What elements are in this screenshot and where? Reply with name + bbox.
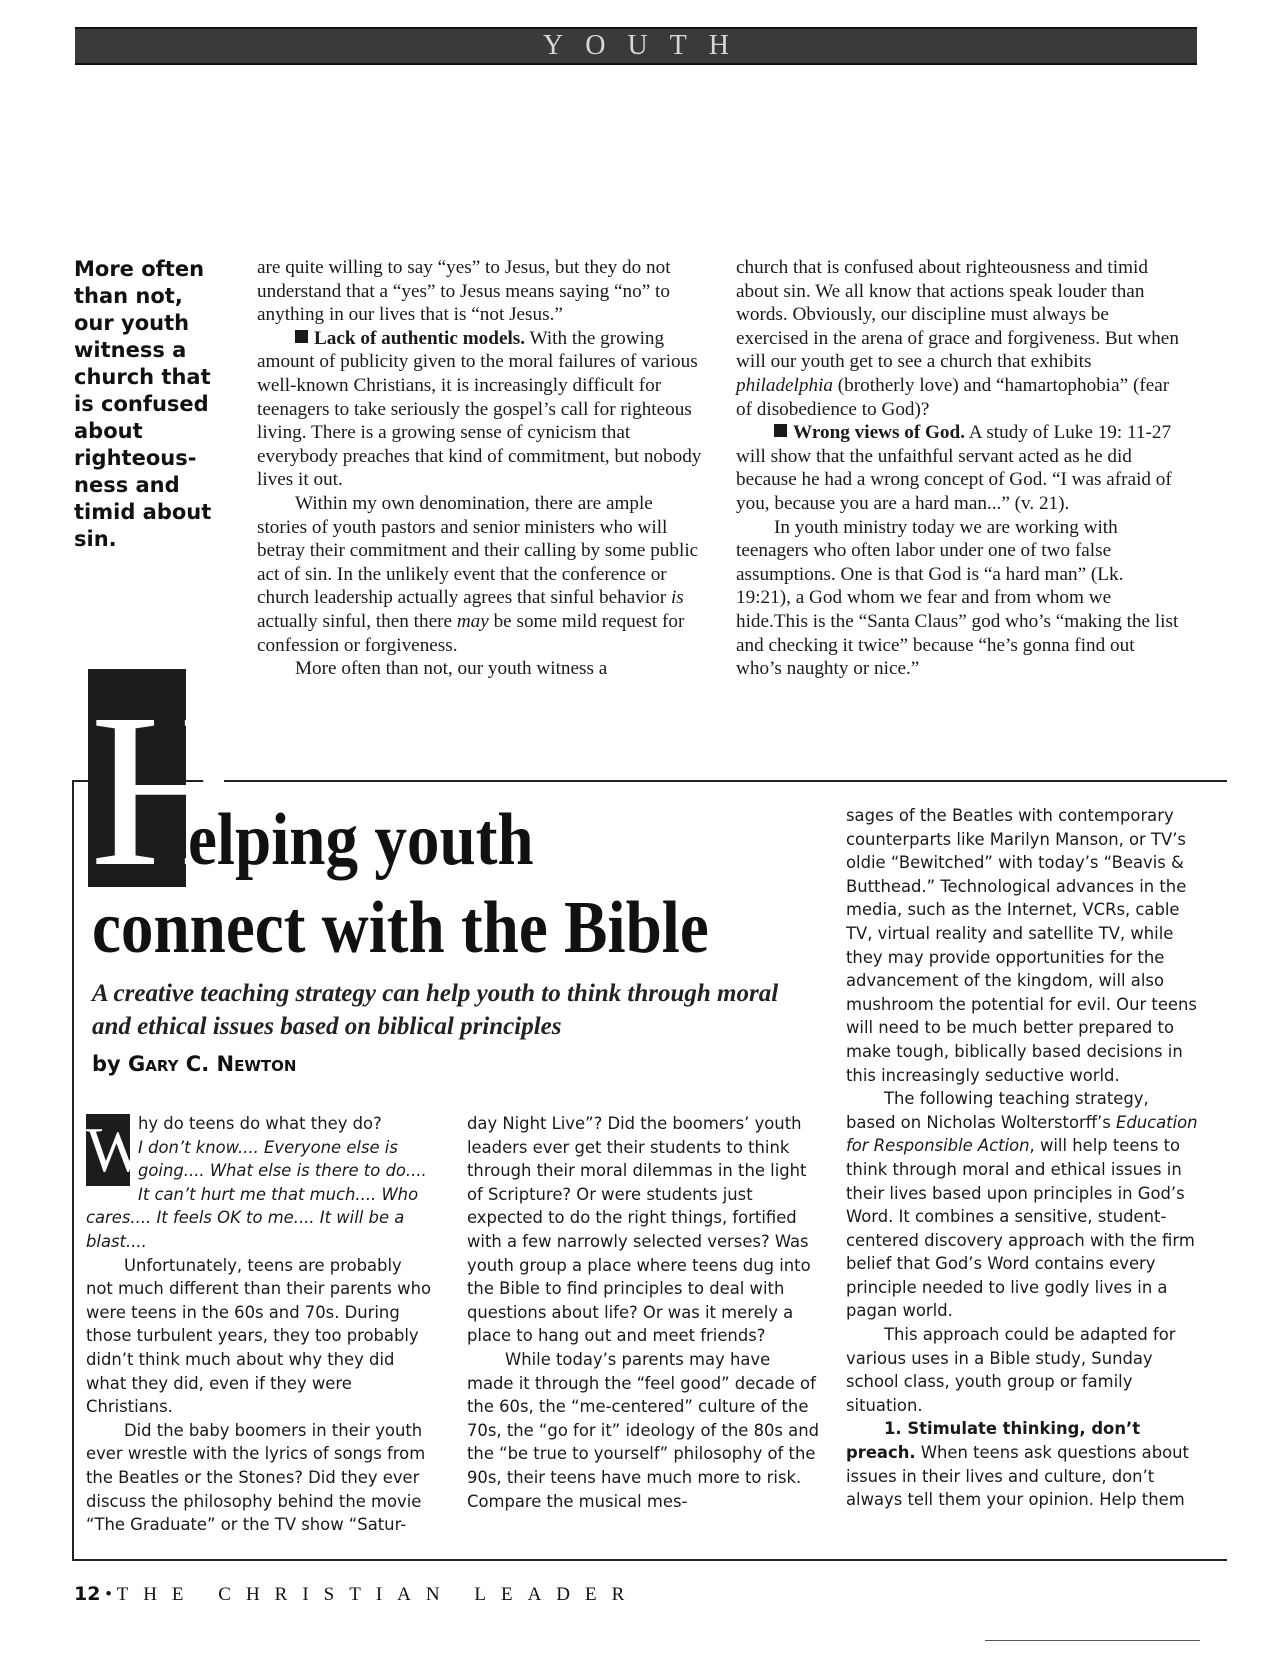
section-banner-label: YOUTH (543, 30, 751, 61)
article-column-1 (86, 1112, 431, 1537)
paragraph-text: A study of Luke 19: 11-27 will show that the unfaithful servant acted as he did because he had a wrong concept of God. “I was afraid of you, because you are a hard man...” (v. 21). (736, 422, 1172, 514)
article-box-bottom-rule (72, 1559, 1227, 1561)
paragraph-text: With the growing amount of publicity given to the moral failures of various well-known Christians, it is increasingly difficult for teenagers to take seriously the gospel’s call for righteous living. There is a growing sense of cynicism that everybody preaches that kind of commitment, but nobody lives it out. (257, 327, 702, 491)
paragraph (736, 421, 1181, 515)
page-footer (74, 1583, 639, 1606)
paragraph-text: When teens ask questions about issues in their lives and culture, don’t always tell them your opinion. Help them (846, 1443, 1189, 1510)
headline-line-1: elping youth (188, 799, 534, 881)
paragraph-text: The following teaching strategy, based on Nicholas Wolterstorff’s (846, 1089, 1149, 1132)
subhead: Wrong views of God. (793, 422, 965, 444)
paragraph-text: , will help teens to think through moral and ethical issues in their lives based upon principles in God’s Word. It combines a sensitive, student-centered discovery approach with the firm belief that God’s Word contains every principle needed to live godly lives in a pagan world. (846, 1136, 1195, 1321)
footer-separator: • (105, 1584, 112, 1605)
paragraph: are quite willing to say “yes” to Jesus, but they do not understand that a “yes” to Jesus means saying “no” to anything in our lives that is “not Jesus.” (257, 257, 671, 326)
byline (92, 1052, 296, 1076)
paragraph-text: be some mild request for confession or forgiveness. (257, 610, 685, 656)
emphasis: may (456, 610, 489, 632)
headline-initial: H (90, 668, 249, 912)
article-deck: A creative teaching strategy can help youth to think through moral and ethical issues based on biblical principles (92, 980, 779, 1040)
paragraph-text: actually sinful, then there (257, 610, 457, 632)
footer-rule (985, 1640, 1200, 1641)
article-box-left-rule (72, 780, 74, 1560)
subhead: Lack of authentic models. (314, 327, 526, 349)
article-column-3 (846, 804, 1198, 1512)
square-bullet-icon (295, 330, 308, 343)
paragraph: In youth ministry today we are working with teenagers who often labor under one of two false assumptions. One is that God is “a hard man” (Lk. 19:21), a God whom we fear and from whom we hide.This is the “Santa Claus” god who’s “making the list and checking it twice” because “he’s gonna find out who’s naughty or nice.” (736, 516, 1179, 680)
paragraph-text: Within my own denomination, there are ample stories of youth pastors and senior ministers who will betray their commitment and their calling by some public act of sin. In the unlikely event that the conference or church leadership actually agrees that sinful behavior (257, 492, 699, 609)
upper-column-1 (257, 256, 702, 681)
paragraph (846, 1417, 1198, 1511)
headline-line-2: connect with the Bible (92, 887, 709, 969)
book-title: Education for Responsible Action (846, 1112, 1198, 1156)
paragraph-text: church that is confused about righteousness and timid about sin. We all know that actions speak louder than words. Obviously, our discipline must always be exercised in the arena of grace and forgiveness. But when will our youth get to see a church that exhibits (736, 257, 1179, 373)
paragraph: day Night Live”? Did the boomers’ youth leaders ever get their students to think through their moral dilemmas in the light of Scripture? Or were students just expected to do the right things, fortified with a few narrowly selected verses? Was youth group a place where teens dug into the Bible to find principles to deal with questions about life? Or was it merely a place to hang out and meet friends? (467, 1114, 811, 1346)
paragraph (736, 256, 1181, 421)
paragraph: Unfortunately, teens are probably not much different than their parents who were teens in the 60s and 70s. During those turbulent years, they too probably didn’t think much about why they did what they did, even if they were Christians. (86, 1255, 431, 1417)
paragraph: Did the baby boomers in their youth ever wrestle with the lyrics of songs from the Beatles or the Stones? Did they ever discuss the philosophy behind the movie “The Graduate” or the TV show “Satur- (86, 1420, 426, 1535)
pull-quote: More often than not, our youth witness a church that is confused about righteous-ness and timid about sin. (74, 257, 212, 551)
drop-cap: W (86, 1114, 147, 1185)
article-column-2 (467, 1112, 819, 1513)
emphasis: is (670, 587, 684, 609)
byline-author: Gary C. Newton (128, 1052, 297, 1076)
emphasis: philadelphia (736, 374, 833, 396)
paragraph (257, 492, 702, 657)
square-bullet-icon (774, 424, 787, 437)
paragraph (86, 1112, 431, 1254)
step-heading: 1. Stimulate thinking, don’t preach. (846, 1419, 1141, 1463)
quoted-text: I don’t know.... Everyone else is going.... What else is there to do.... It can’t hurt me that much.... Who cares.... It feels OK to me.... It will be a blast.... (86, 1137, 427, 1251)
upper-column-2 (736, 256, 1181, 681)
paragraph: More often than not, our youth witness a (295, 658, 608, 680)
publication-name: THE CHRISTIAN LEADER (116, 1584, 640, 1605)
page-number: 12 (74, 1583, 101, 1605)
paragraph (846, 1087, 1198, 1323)
paragraph (257, 327, 702, 492)
section-banner (75, 27, 1197, 65)
paragraph: sages of the Beatles with contemporary counterparts like Marilyn Manson, or TV’s oldie “Bewitched” with today’s “Beavis & Butthead.” Technological advances in the media, such as the Internet, VCRs, cable TV, virtual reality and satellite TV, while they may provide opportunities for the advancement of the kingdom, will also mushroom the potential for evil. Our teens will need to be much better prepared to make tough, biblically based decisions in this increasingly seductive world. (846, 806, 1197, 1085)
paragraph-text: (brotherly love) and “hamartophobia” (fear of disobedience to God)? (736, 374, 1170, 420)
paragraph: This approach could be adapted for various uses in a Bible study, Sunday school class, youth group or family situation. (846, 1325, 1176, 1415)
paragraph: While today’s parents may have made it through the “feel good” decade of the 60s, the “me-centered” culture of the 70s, the “go for it” ideology of the 80s and the “be true to yourself” philosophy of the 90s, their teens have much more to risk. Compare the musical mes- (467, 1349, 820, 1511)
paragraph-text: hy do teens do what they do? (138, 1114, 382, 1133)
byline-prefix: by (92, 1052, 121, 1076)
